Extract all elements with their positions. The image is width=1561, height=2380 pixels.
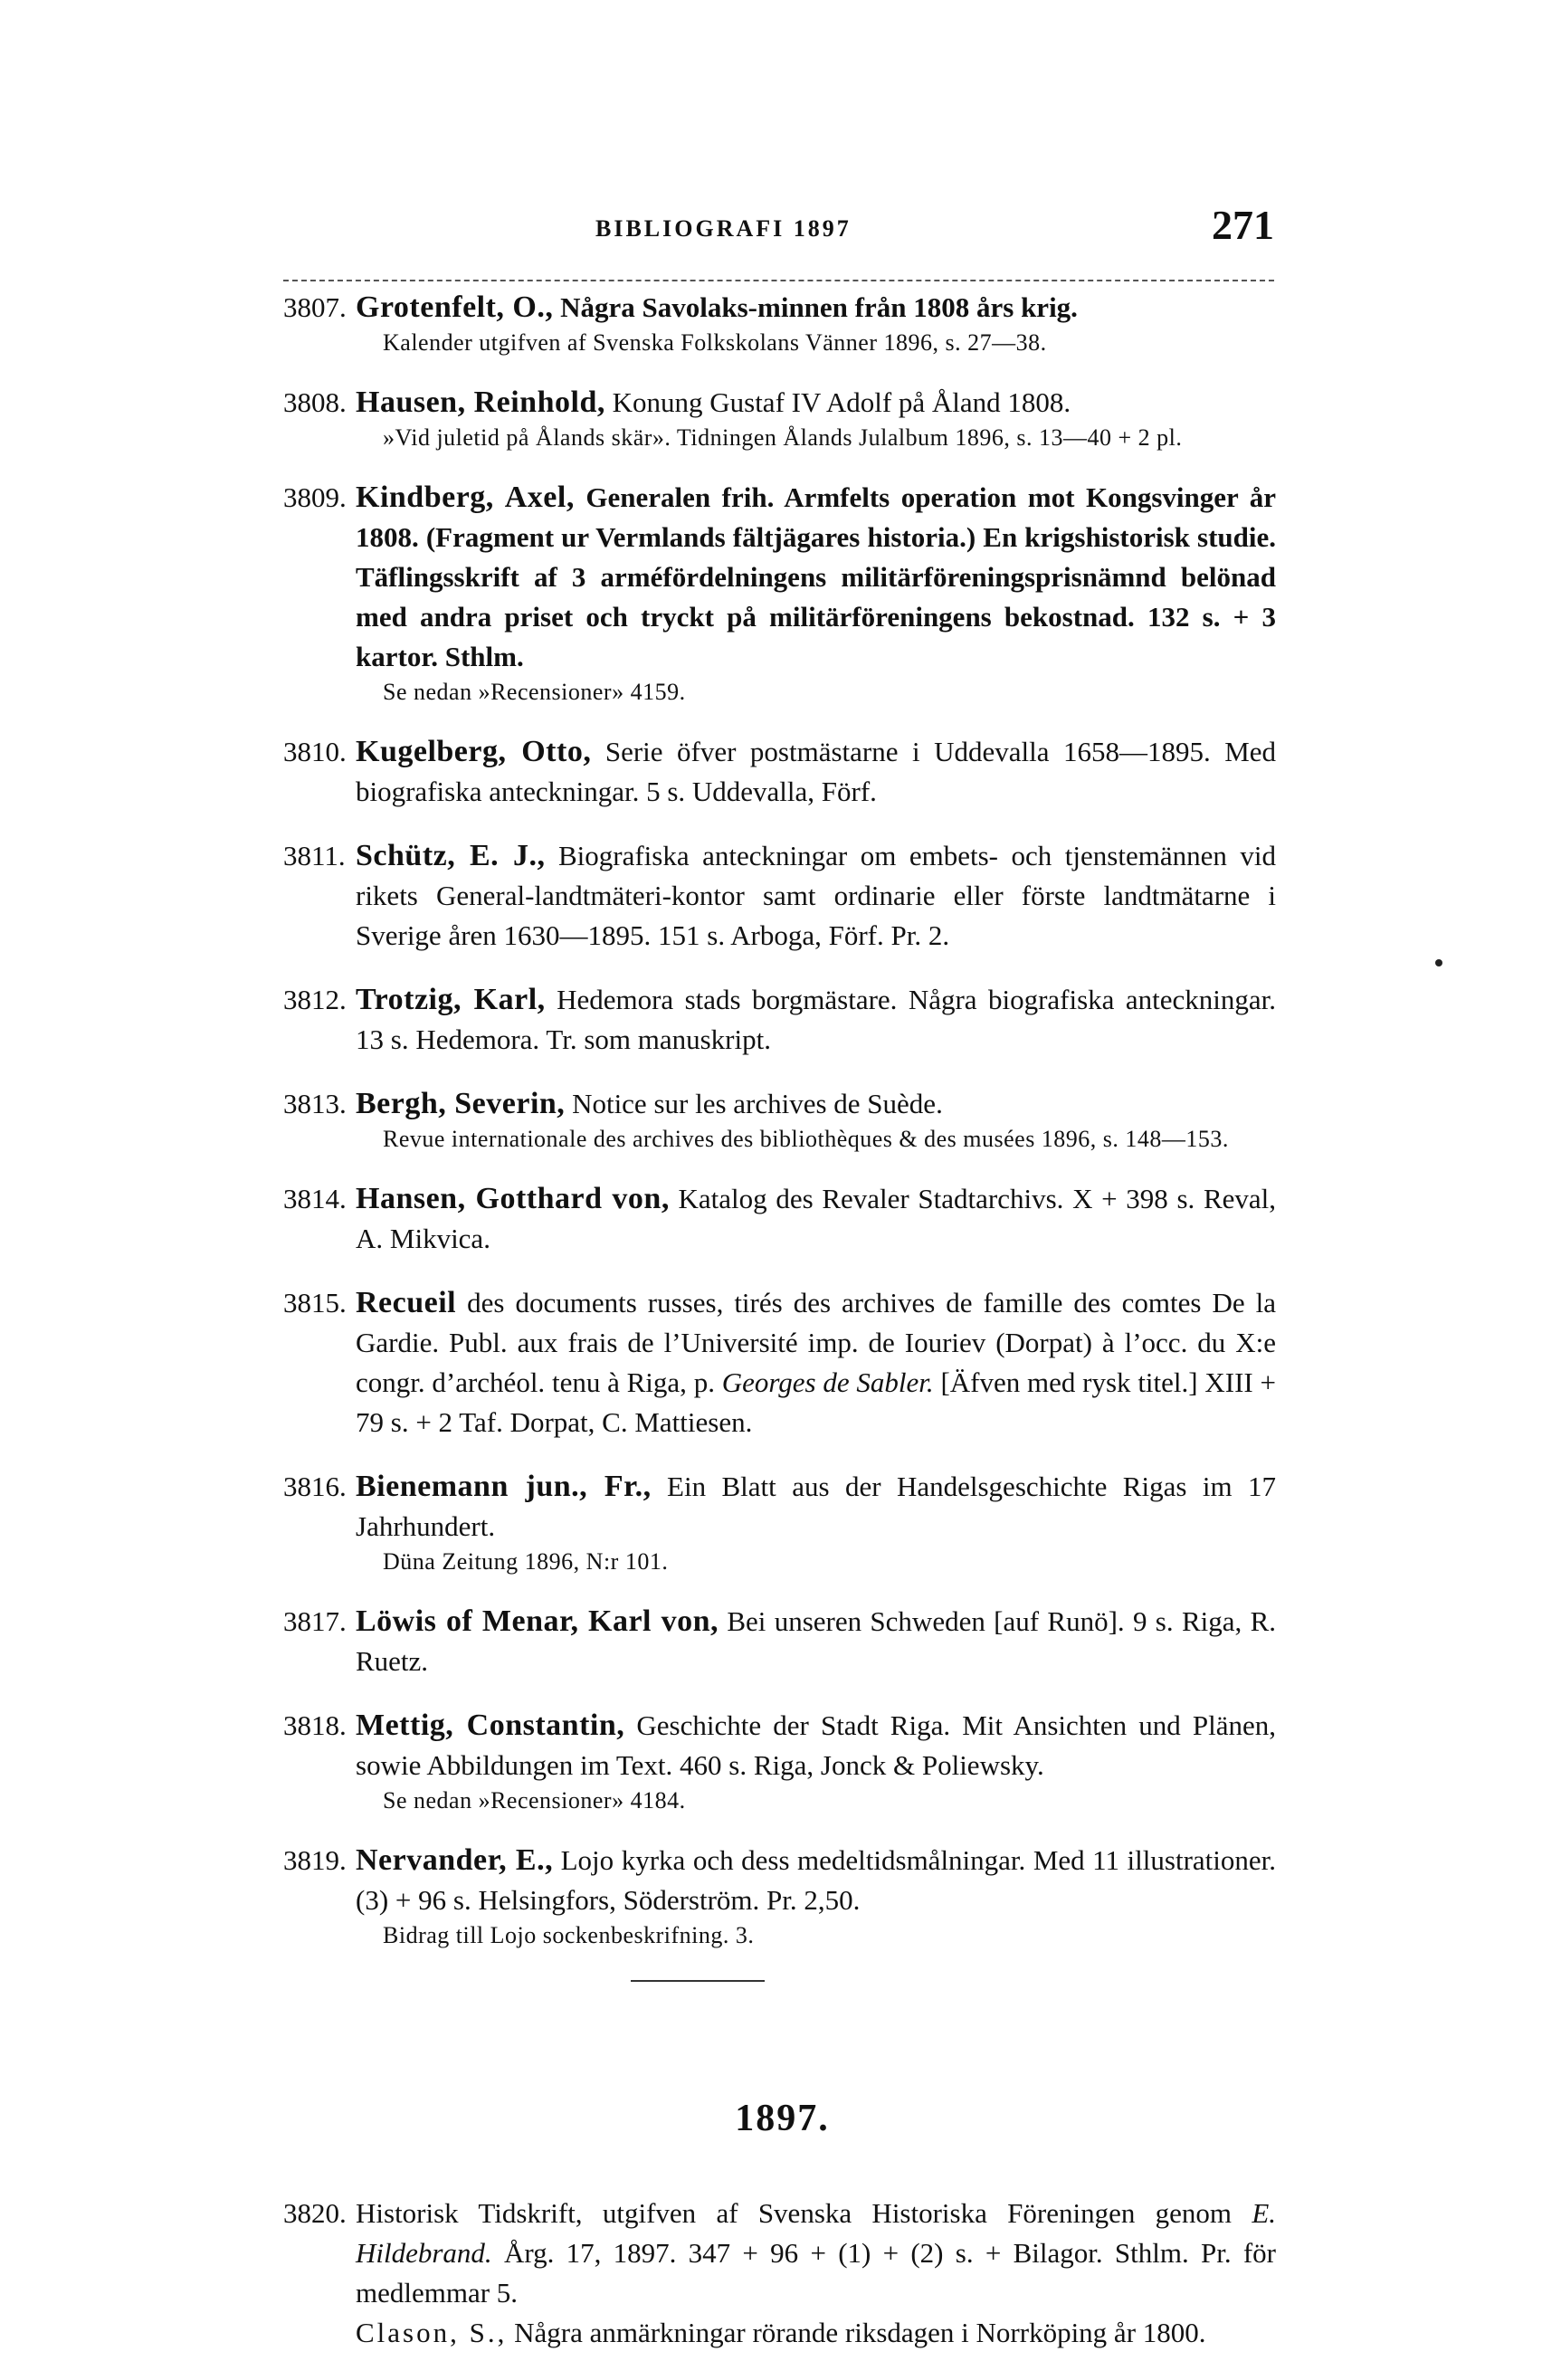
entry-body: [356, 1602, 1276, 1681]
entry-body: [356, 383, 1276, 453]
entry-body: [356, 1706, 1276, 1816]
list-item: [283, 1467, 1276, 1577]
list-item: [283, 1841, 1276, 1951]
list-item: [283, 732, 1276, 812]
entry-title: des documents russes, tirés des archives de famille des comtes De la Gardie. Publ. aux frais de l’Université imp. de Iouriev (Dorpat) à l’occ. du X:e congr. d’archéol. tenu à Riga, p.: [356, 1287, 1277, 1398]
entry-author: Nervander, E.,: [356, 1843, 554, 1877]
entry-number: 3815.: [283, 1287, 347, 1319]
entry-title: Lojo kyrka och dess medeltidsmålningar. Med 11 illustrationer. (3) + 96 s. Helsingfors, Söderström. Pr. 2,50.: [356, 1844, 1277, 1916]
entry-body: [356, 836, 1276, 956]
entry-body: [356, 1283, 1276, 1442]
list-item: [283, 836, 1276, 956]
entry-number: 3813.: [283, 1088, 347, 1119]
entry-note: »Vid juletid på Ålands skär». Tidningen Ålands Julalbum 1896, s. 13—40 + 2 pl.: [383, 424, 1183, 451]
entry-number: 3808.: [283, 386, 347, 418]
entry-title: Hedemora stads borgmästare. Några biografiska anteckningar. 13 s. Hedemora. Tr. som manuskript.: [356, 984, 1276, 1055]
entries-list-1897: [283, 2194, 1276, 2353]
entry-author: Mettig, Constantin,: [356, 1709, 625, 1742]
entry-title: Geschichte der Stadt Riga. Mit Ansichten und Plänen, sowie Abbildungen im Text. 460 s. Riga, Jonck & Poliewsky.: [356, 1709, 1277, 1781]
entry-details: [Äfven med rysk titel.] XIII + 79 s. + 2 Taf. Dorpat, C. Mattiesen.: [356, 1366, 1276, 1438]
entry-note: Düna Zeitung 1896, N:r 101.: [383, 1548, 669, 1575]
entry-body: [356, 1084, 1276, 1155]
entry-title: Generalen frih. Armfelts operation mot Kongsvinger år 1808. (Fragment ur Vermlands fältjägares historia.) En krigshistorisk studie. Täflingsskrift af 3 arméfördelningens militärföreningsprisnämnd belönad med andra priset och tryckt på militärföreningens bekostnad. 132 s. + 3 kartor. Sthlm.: [356, 481, 1276, 672]
entry-details: Årg. 17, 1897. 347 + 96 + (1) + (2) s. + Bilagor. Sthlm. Pr. för medlemmar 5.: [356, 2237, 1277, 2309]
entries-list: [283, 288, 1276, 1951]
entry-author: Recueil: [356, 1286, 457, 1319]
list-item: [283, 1706, 1276, 1816]
entry-body: [356, 478, 1276, 708]
entry-number: 3807.: [283, 291, 347, 323]
page-number: 271: [1212, 202, 1274, 248]
ink-dot: [1435, 959, 1442, 966]
running-title: BIBLIOGRAFI 1897: [595, 215, 852, 242]
entry-body: [356, 732, 1276, 812]
entry-title: Biografiska anteckningar om embets- och tjenstemännen vid rikets General-landtmäteri-kontor samt ordinarie eller förste landtmätarne i Sverige åren 1630—1895. 151 s. Arboga, Förf. Pr. 2.: [356, 840, 1276, 951]
entry-number: 3810.: [283, 736, 347, 767]
entry-note: Kalender utgifven af Svenska Folkskolans Vänner 1896, s. 27—38.: [383, 329, 1047, 356]
section-divider: [631, 1980, 765, 1982]
entry-title: Ein Blatt aus der Handelsgeschichte Rigas im 17 Jahrhundert.: [356, 1471, 1277, 1542]
entry-author: Kindberg, Axel,: [356, 481, 575, 514]
entry-body: [356, 2194, 1276, 2353]
entry-body: [356, 288, 1276, 358]
entry-title: Historisk Tidskrift, utgifven af Svenska Historiska Föreningen genom: [356, 2197, 1233, 2229]
entry-note: Se nedan »Recensioner» 4184.: [383, 1787, 686, 1814]
entry-number: 3812.: [283, 984, 347, 1015]
list-item: [283, 478, 1276, 708]
entry-author: Trotzig, Karl,: [356, 983, 546, 1016]
entry-title: Bei unseren Schweden [auf Runö]. 9 s. Riga, R. Ruetz.: [356, 1605, 1276, 1677]
entry-title: Serie öfver postmästarne i Uddevalla 1658—1895. Med biografiska anteckningar. 5 s. Uddevalla, Förf.: [356, 736, 1277, 807]
year-heading-text: 1897.: [735, 2098, 830, 2139]
entry-author: Kugelberg, Otto,: [356, 735, 592, 768]
entry-title: Konung Gustaf IV Adolf på Åland 1808.: [612, 386, 1071, 418]
entry-author: Grotenfelt, O.,: [356, 290, 554, 324]
list-item: [283, 383, 1276, 453]
entry-author: Hausen, Reinhold,: [356, 386, 605, 419]
list-item: [283, 1084, 1276, 1155]
entry-body: [356, 1467, 1276, 1577]
entry-author: Bienemann jun., Fr.,: [356, 1470, 652, 1503]
entry-number: 3819.: [283, 1844, 347, 1876]
entry-body: [356, 980, 1276, 1060]
sub-entry-title: Några anmärkningar rörande riksdagen i Norrköping år 1800.: [514, 2317, 1206, 2348]
entry-number: 3818.: [283, 1709, 347, 1741]
entry-body: [356, 1179, 1276, 1259]
entry-author: Löwis of Menar, Karl von,: [356, 1604, 719, 1638]
entry-editor: E. Hildebrand.: [356, 2197, 1277, 2269]
entry-note: Bidrag till Lojo sockenbeskrifning. 3.: [383, 1922, 755, 1948]
list-item: [283, 288, 1276, 358]
entry-body: [356, 1841, 1276, 1951]
entry-author: Bergh, Severin,: [356, 1087, 566, 1120]
entry-number: 3814.: [283, 1183, 347, 1214]
sub-entry-author: Clason, S.,: [356, 2317, 508, 2348]
year-heading: [0, 2097, 1561, 2140]
entry-number: 3820.: [283, 2197, 347, 2229]
entry-title: Notice sur les archives de Suède.: [572, 1088, 943, 1119]
entry-number: 3817.: [283, 1605, 347, 1637]
entry-editor: Georges de Sabler.: [721, 1366, 934, 1398]
list-item: [283, 2194, 1276, 2353]
running-head: [283, 201, 1274, 264]
entry-note: Se nedan »Recensioner» 4159.: [383, 679, 686, 705]
entry-note: Revue internationale des archives des bibliothèques & des musées 1896, s. 148—153.: [383, 1126, 1229, 1152]
list-item: [283, 1602, 1276, 1681]
entry-title: Katalog des Revaler Stadtarchivs. X + 398 s. Reval, A. Mikvica.: [356, 1183, 1276, 1254]
list-item: [283, 1283, 1276, 1442]
entry-title: Några Savolaks-minnen från 1808 års krig.: [560, 291, 1078, 323]
list-item: [283, 1179, 1276, 1259]
entry-number: 3809.: [283, 481, 347, 513]
header-rule: [283, 280, 1274, 281]
entry-number: 3816.: [283, 1471, 347, 1502]
list-item: [283, 980, 1276, 1060]
entry-author: Schütz, E. J.,: [356, 839, 546, 872]
entry-author: Hansen, Gotthard von,: [356, 1182, 670, 1215]
entry-number: 3811.: [283, 840, 346, 871]
